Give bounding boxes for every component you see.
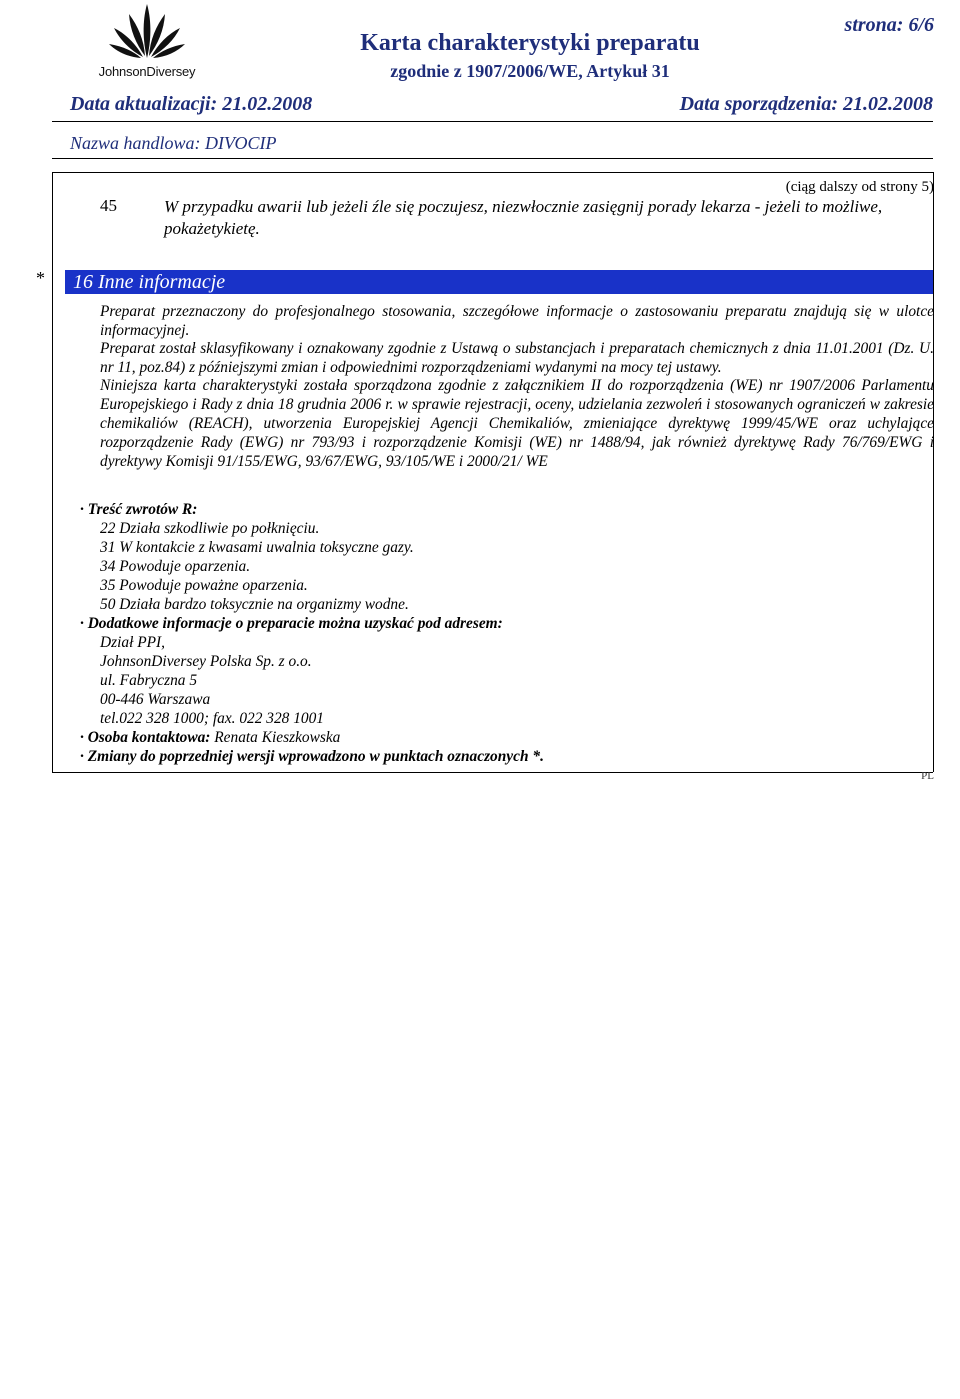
page-number: strona: 6/6 — [844, 14, 934, 36]
address-line: JohnsonDiversey Polska Sp. z o.o. — [100, 653, 312, 670]
section-heading: 16 Inne informacje — [65, 270, 933, 294]
changes-note: · Zmiany do poprzedniej wersji wprowadzono w punktach oznaczonych *. — [80, 748, 544, 765]
content-right-border — [933, 172, 934, 772]
trade-name: Nazwa handlowa: DIVOCIP — [70, 133, 277, 153]
creation-date: Data sporządzenia: 21.02.2008 — [679, 93, 933, 115]
list-item: 34 Powoduje oparzenia. — [100, 558, 251, 575]
document-subtitle: zgodnie z 1907/2006/WE, Artykuł 31 — [390, 61, 670, 81]
paragraph-legal-basis: Niniejsza karta charakterystyki została sporządzona zgodnie z załącznikiem II do rozporządzenia (WE) nr 1907/2006 Parlamentu Europejskiego i Rady z dnia 18 grudnia 2006 r. w sprawie rejestracji, oceny, udzielania zezwoleń i stosowanych ograniczeń w zakresie chemikaliów (REACH), utworzenia Europejskiej Agencji Chemikaliów, zmieniające dyrektywę 1999/45/WE oraz uchylające rozporządzenie Rady (EWG) nr 793/93 i rozporządzenie Komisji (WE) nr 1488/94, jak również dyrektywę Rady 76/769/EWG i dyrektywy Komisji 91/155/EWG, 93/67/EWG, 93/105/WE i 2000/21/ WE — [100, 377, 934, 470]
language-code: PL — [921, 770, 934, 782]
item-number: 45 — [100, 196, 117, 215]
address-line: tel.022 328 1000; fax. 022 328 1001 — [100, 710, 324, 727]
item-text: W przypadku awarii lub jeżeli źle się poczujesz, niezwłocznie zasięgnij porady lekarza - jeżeli to możliwe, pokażetykietę. — [164, 197, 883, 238]
paragraph-professional-use: Preparat przeznaczony do profesjonalnego stosowania, szczegółowe informacje o zastosowaniu preparatu znajdują się w ulotce informacyjnej. — [100, 303, 934, 339]
additional-info-heading: · Dodatkowe informacje o preparacie można uzyskać pod adresem: — [80, 615, 503, 632]
address-line: 00-446 Warszawa — [100, 691, 211, 708]
update-date: Data aktualizacji: 21.02.2008 — [70, 93, 313, 115]
content-bottom-border — [52, 772, 933, 773]
paragraph-classification: Preparat został sklasyfikowany i oznakowany zgodnie z Ustawą o substancjach i preparatach chemicznych z dnia 11.01.2001 (Dz. U. nr 11, poz.84) z późniejszymi zmian i odpowiednimi rozporządzeniami wydanymi na mocy tej ustawy. — [100, 340, 934, 376]
list-item: 50 Działa bardzo toksycznie na organizmy wodne. — [100, 596, 409, 613]
leaf-logo-icon — [108, 2, 186, 60]
header-divider — [52, 121, 933, 122]
contact-person — [80, 728, 340, 747]
contact-name: Renata Kieszkowska — [210, 729, 341, 746]
address-line: Dział PPI, — [100, 634, 165, 651]
johnsondiversey-logo — [88, 2, 206, 84]
logo-wordmark: JohnsonDiversey — [98, 64, 196, 79]
document-title: Karta charakterystyki preparatu — [360, 30, 700, 56]
contact-address — [100, 633, 324, 728]
content-left-border — [52, 172, 53, 772]
continuation-note: (ciąg dalszy od strony 5) — [785, 179, 934, 195]
content-top-border — [52, 172, 933, 173]
r-phrases-heading: · Treść zwrotów R: — [80, 501, 198, 518]
list-item: 22 Działa szkodliwie po połknięciu. — [100, 520, 320, 537]
contact-label: · Osoba kontaktowa: — [80, 729, 211, 746]
list-item: 35 Powoduje poważne oparzenia. — [100, 577, 308, 594]
list-item: 31 W kontakcie z kwasami uwalnia toksyczne gazy. — [100, 539, 414, 556]
change-marker: * — [36, 268, 45, 288]
trade-name-divider — [52, 158, 933, 159]
address-line: ul. Fabryczna 5 — [100, 672, 198, 689]
r-phrases-list — [100, 519, 414, 614]
